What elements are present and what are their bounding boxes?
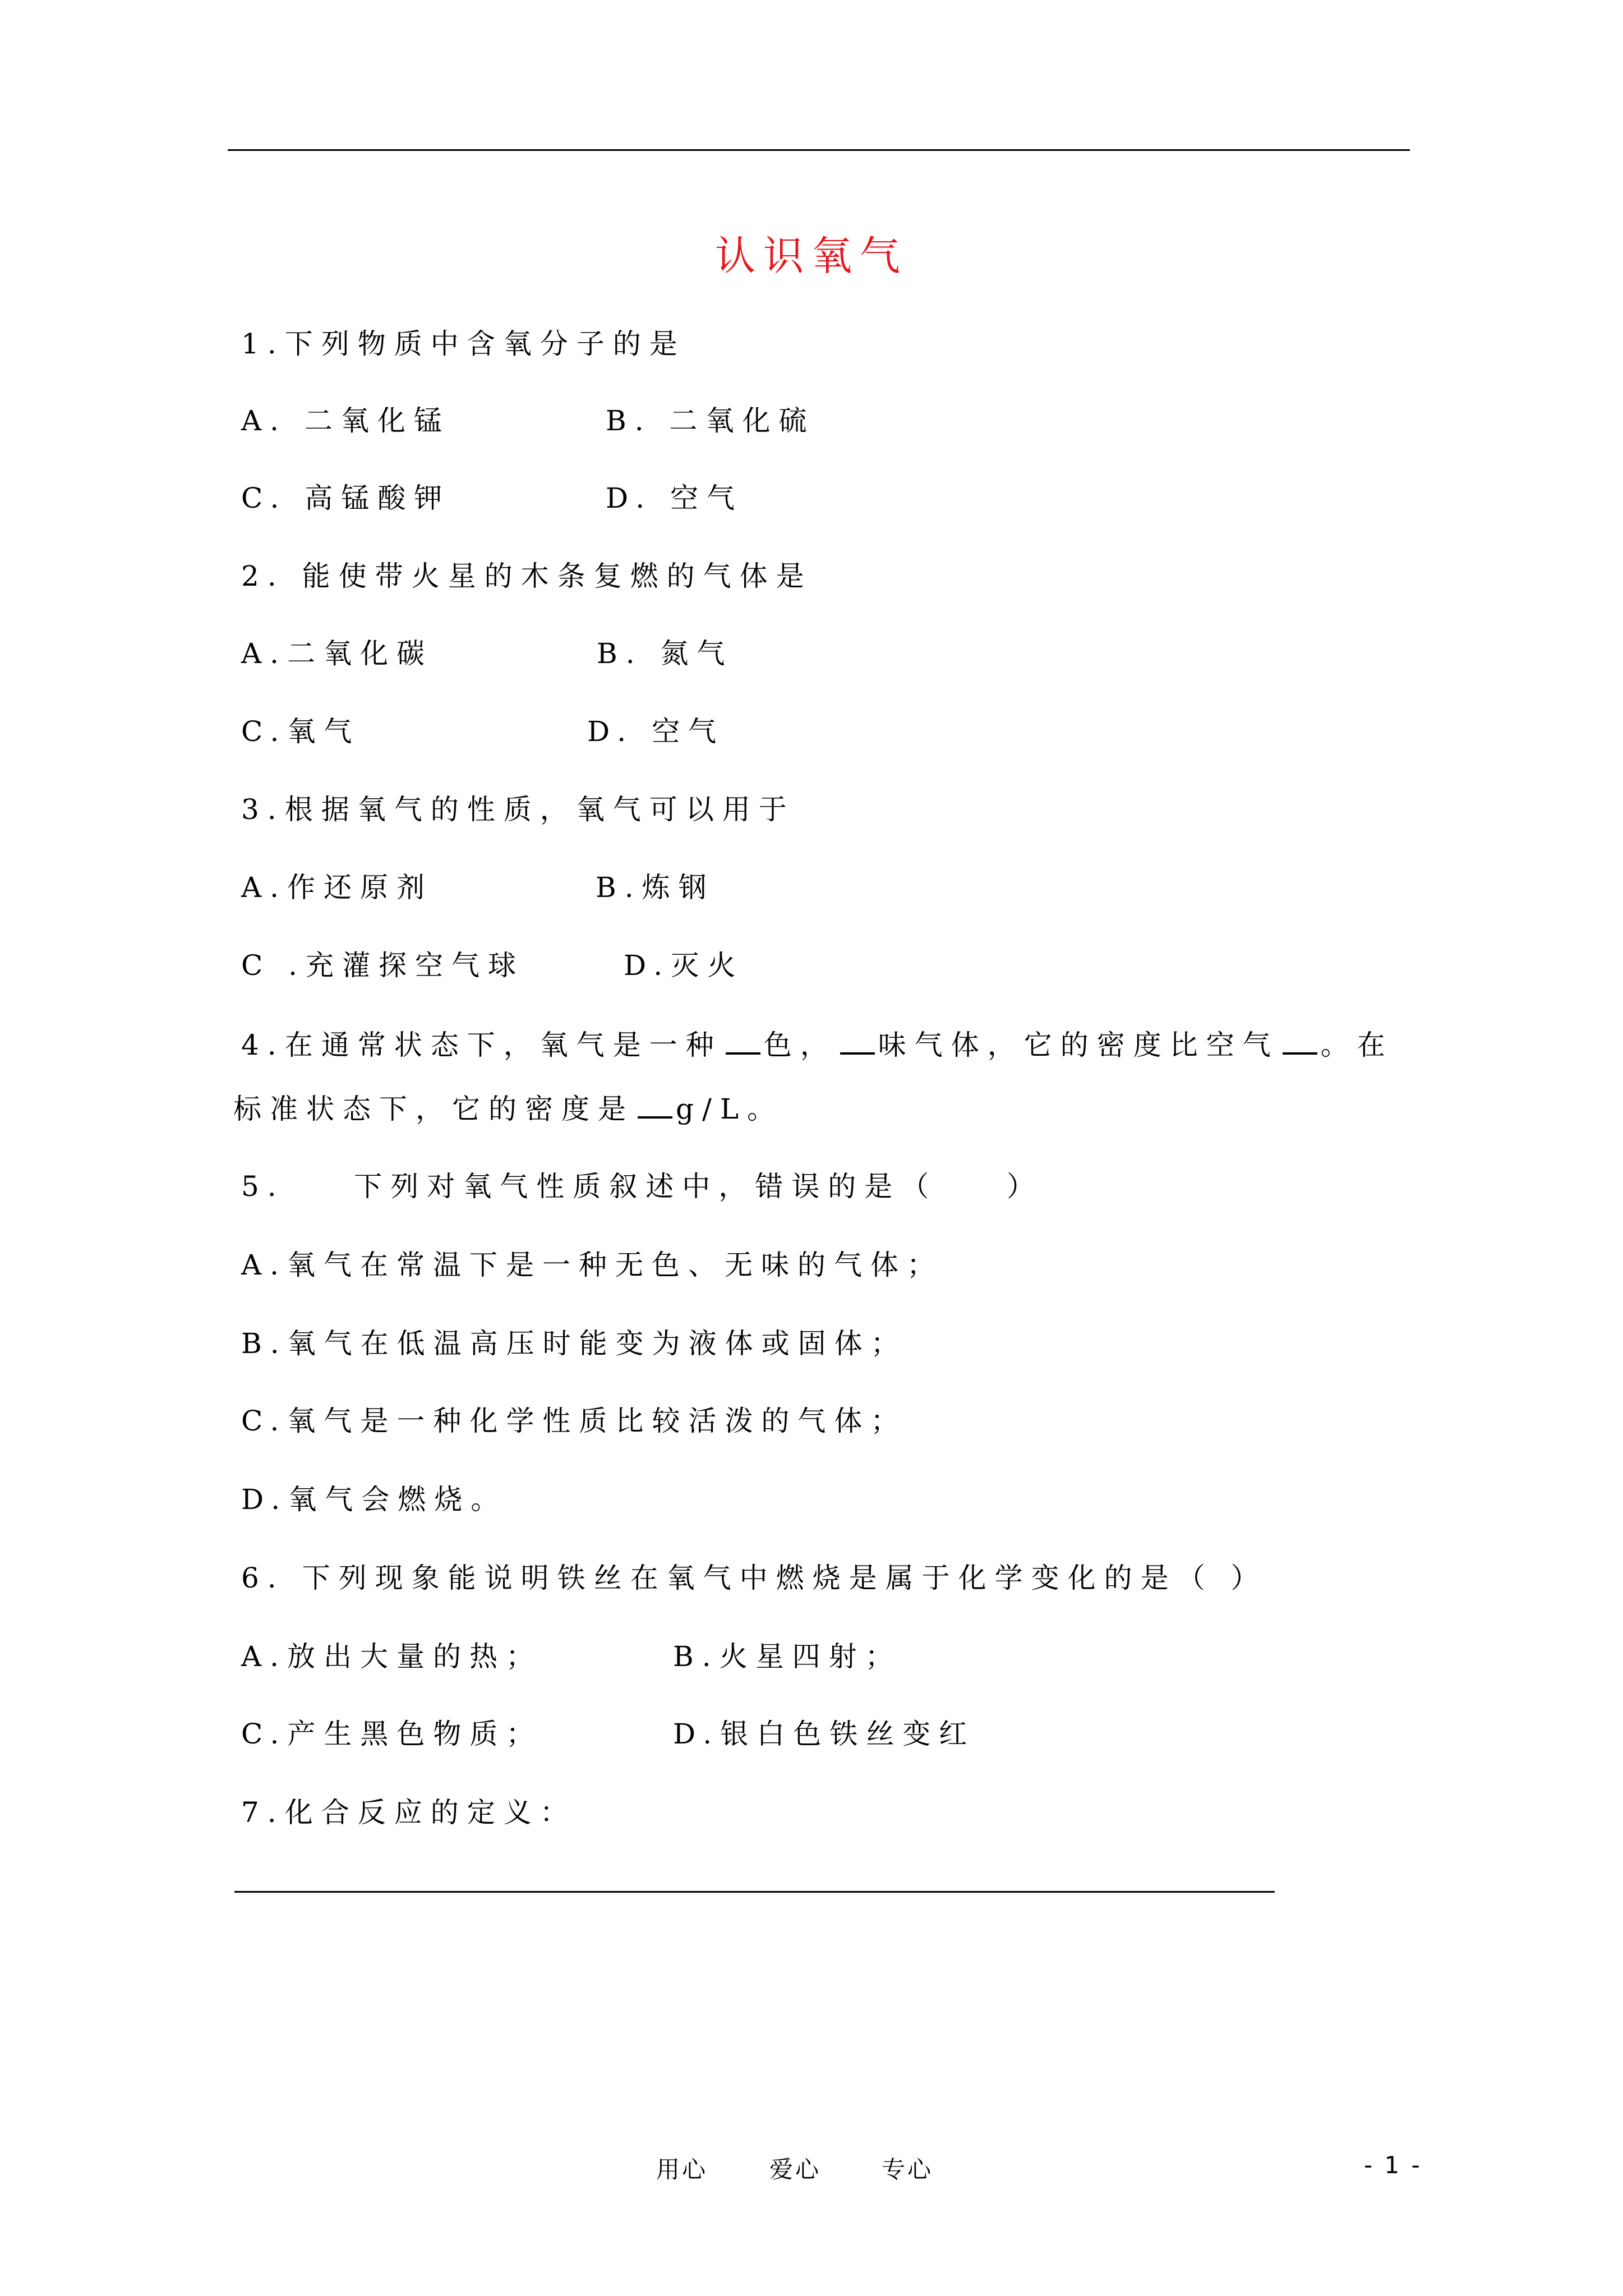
question-3: 3.根据氧气的性质，氧气可以用于 <box>241 793 795 826</box>
q2-option-b: B. 氮气 <box>597 637 734 670</box>
q6-option-b: B.火星四射； <box>673 1640 902 1673</box>
q4-blank-density-compare[interactable] <box>1283 1030 1317 1055</box>
footer-motto-1: 用心 <box>656 2156 708 2183</box>
q1-option-b: B. 二氧化硫 <box>606 404 815 437</box>
question-6: 6. 下列现象能说明铁丝在氧气中燃烧是属于化学变化的是（ ） <box>241 1562 1267 1594</box>
question-2: 2. 能使带火星的木条复燃的气体是 <box>241 560 813 592</box>
q3-option-c: C .充灌探空气球 <box>241 949 525 982</box>
q4-blank-smell[interactable] <box>840 1030 875 1055</box>
q4-text-4: 。在 <box>1320 1029 1394 1061</box>
q6-option-c: C.产生黑色物质； <box>241 1718 543 1750</box>
q3-option-b: B.炼钢 <box>596 871 715 904</box>
q6-option-d: D.银白色铁丝变红 <box>673 1718 976 1750</box>
q4-text-3: 味气体，它的密度比空气 <box>878 1029 1279 1061</box>
q7-answer-line[interactable] <box>234 1891 1275 1893</box>
q5-option-b: B.氧气在低温高压时能变为液体或固体； <box>241 1327 907 1360</box>
q5-option-d: D.氧气会燃烧。 <box>241 1483 508 1516</box>
q2-option-c: C.氧气 <box>241 715 361 748</box>
question-1: 1.下列物质中含氧分子的是 <box>241 328 686 360</box>
q5-option-c: C.氧气是一种化学性质比较活泼的气体； <box>241 1405 907 1437</box>
q5-option-a: A.氧气在常温下是一种无色、无味的气体； <box>241 1249 944 1281</box>
q1-option-a: A. 二氧化锰 <box>241 404 450 437</box>
document-title: 认识氧气 <box>714 232 908 279</box>
q4-text-1: 4.在通常状态下，氧气是一种 <box>241 1029 722 1061</box>
q3-option-a: A.作还原剂 <box>241 871 434 904</box>
q2-option-d: D. 空气 <box>587 715 725 748</box>
header-rule <box>228 149 1410 151</box>
q4-text-2: 色， <box>763 1029 837 1061</box>
question-7: 7.化合反应的定义： <box>241 1796 577 1829</box>
q4-blank-density-value[interactable] <box>638 1094 672 1119</box>
q4-text-5: 标准状态下，它的密度是 <box>233 1093 634 1125</box>
q1-option-d: D. 空气 <box>606 482 744 514</box>
page-number: - 1 - <box>1364 2151 1422 2179</box>
q3-option-d: D.灭火 <box>624 949 744 982</box>
footer-motto-3: 专心 <box>882 2156 934 2183</box>
q6-option-a: A.放出大量的热； <box>241 1640 543 1673</box>
question-5: 5. 下列对氧气性质叙述中，错误的是（ ） <box>241 1170 1043 1203</box>
q2-option-a: A.二氧化碳 <box>241 637 434 670</box>
q1-option-c: C. 高锰酸钾 <box>241 482 451 514</box>
footer-motto-2: 爱心 <box>769 2156 822 2183</box>
q4-blank-color[interactable] <box>726 1030 760 1055</box>
question-4-line-2 <box>233 1094 783 1123</box>
question-4-line-1 <box>241 1030 1394 1059</box>
q4-text-6: g/L。 <box>676 1093 784 1125</box>
